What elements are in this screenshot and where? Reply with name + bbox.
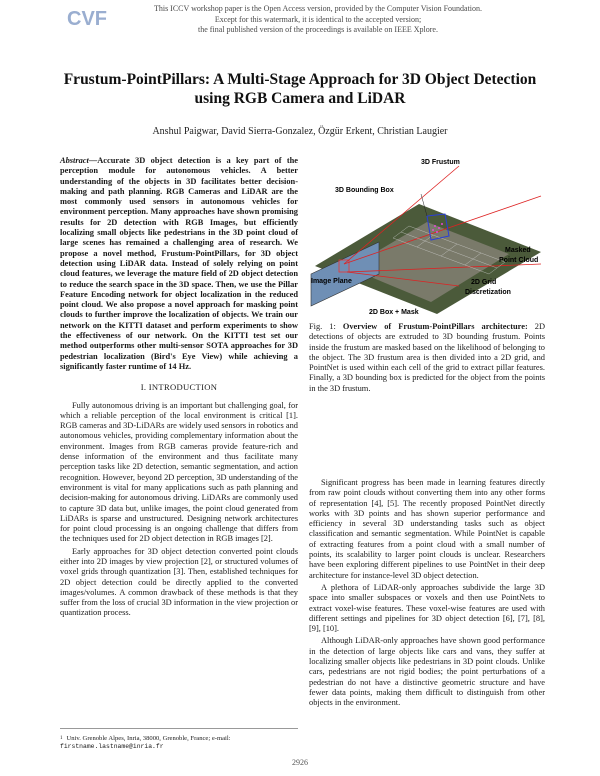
body-paragraph: Significant progress has been made in learning features directly from raw point clouds without converting them into any other forms of representation [4], [5]. The recently proposed PointNet directly works with 3D points and has shown superior performance and efficiency in several 3D understanding tasks such as object classification and semantic segmentation. While PointNet is capable of extracting features from a point cloud with a small number of points, its scalability to larger point clouds is unclear. Researchers have been exploring different pipelines to use PointNet in their deep architecture for instance-level 3D object detection.	[309, 478, 545, 580]
author-list: Anshul Paigwar, David Sierra-Gonzalez, Özgür Erkent, Christian Laugier	[152, 126, 448, 137]
label-2d-grid: 2D Grid	[471, 279, 497, 286]
footnote-marker: 1	[60, 736, 63, 741]
caption-prefix: Fig. 1:	[309, 322, 336, 331]
intro-paragraph: Early approaches for 3D object detection converted point clouds either into 2D images by view projection [2], or structured volumes of voxel grids through quantization [3]. Then, established techniques for 2D object detection could be directly applied to the converted images/volumes. A common drawback of these methods is that they suffer from the loss of crucial 3D information in the view projection or quantization process.	[60, 546, 298, 618]
watermark-line: the final published version of the proceedings is available on IEEE Xplore.	[198, 25, 438, 34]
title-line-1: Frustum-PointPillars: A Multi-Stage Approach for 3D Object Detection	[63, 71, 537, 88]
watermark-line: Except for this watermark, it is identical to the accepted version;	[214, 14, 422, 24]
open-access-watermark	[108, 4, 528, 36]
footnote-email: firstname.lastname@inria.fr	[60, 743, 164, 750]
right-column	[309, 478, 545, 711]
label-image-plane: Image Plane	[311, 278, 352, 285]
label-point-cloud: Point Cloud	[499, 257, 539, 264]
abstract	[60, 156, 298, 372]
title-line-2: using RGB Camera and LiDAR	[194, 90, 406, 107]
footnote	[60, 728, 298, 751]
label-2d-box-mask: 2D Box + Mask	[369, 309, 419, 316]
architecture-figure	[309, 156, 545, 316]
label-3d-bounding-box: 3D Bounding Box	[335, 187, 394, 194]
body-paragraph: Although LiDAR-only approaches have shown good performance in the detection of large objects like cars and vans, they suffer at localizing smaller objects like pedestrians in 3D point clouds. Unlike cars, pedestrians are not rigid bodies; the point perturbations of a pedestrian do not have a distinctive geometric structure and have fewer data points, making them difficult to distinguish from other objects in the environment.	[309, 636, 545, 708]
page-number: 2926	[292, 758, 308, 767]
abstract-dash: —	[88, 156, 98, 165]
section-heading-introduction: I. INTRODUCTION	[140, 382, 218, 393]
abstract-text: Accurate 3D object detection is a key part of the perception module for autonomous vehicles. A better understanding of the objects in 3D facilitates better decision-making and path planning. RGB Cameras and LiDAR are the most commonly used sensors in autonomous vehicles for environment perception. Many approaches have shown promising results for 2D detection with RGB Images, but efficiently localizing small objects like pedestrians in the 3D point cloud of large scenes has remained a challenging area of research. We propose a novel method, Frustum-PointPillars, for 3D object detection using LiDAR data. Instead of solely relying on point cloud features, we leverage the mature field of 2D object detection to reduce the search space in the 3D space. Then, we use the Pillar Feature Encoding network for object localization in the reduced point cloud. We also propose a novel approach for masking point clouds to further improve the localization of objects. We train our network on the KITTI dataset and perform experiments to show the effectiveness of our network. On the KITTI test set our method outperforms other multi-sensor SOTA approaches for 3D pedestrian localization (Bird's Eye View) while achieving a significantly faster runtime of 14 Hz.	[60, 156, 298, 371]
paper-title	[40, 70, 560, 108]
caption-text: 2D detections of objects are extruded to 3D bounding frustum. Points inside the frustum are masked based on the likelihood of belonging to the object. The 3D frustum area is then divided into a 2D grid, and PointNet is used within each cell of the grid to extract pillar features. Finally, a 3D bounding box is predicted for the object from the points in the 3D frustum.	[309, 322, 546, 393]
svg-text:CVF: CVF	[67, 8, 107, 28]
abstract-lead: Abstract	[60, 156, 89, 165]
label-masked: Masked	[505, 247, 531, 254]
watermark-line: This ICCV workshop paper is the Open Access version, provided by the Computer Vision Foundation.	[153, 4, 483, 13]
caption-title: Overview of Frustum-PointPillars architecture:	[342, 322, 528, 331]
footnote-text: Univ. Grenoble Alpes, Inria, 38000, Grenoble, France; e-mail:	[66, 735, 231, 742]
body-paragraph: A plethora of LiDAR-only approaches subdivide the large 3D space into smaller subspaces or voxels and then use PointNets to extract voxel-wise features. These voxel-wise features are used with different settings and pipelines for 3D object detection [6], [7], [8], [9], [10].	[309, 582, 545, 634]
cvf-logo	[66, 6, 108, 28]
figure-caption	[309, 322, 545, 394]
label-discretization: Discretization	[465, 289, 511, 296]
label-3d-frustum: 3D Frustum	[421, 159, 460, 166]
intro-paragraph: Fully autonomous driving is an important but challenging goal, for which a reliable perception of the local environment is critical [1]. RGB cameras and 3D-LiDARs are widely used sensors in robotics and autonomous vehicles, providing complementary information about the environment. Images from RGB cameras provide feature-rich and dense information of the environment and thus facilitate many perception tasks like 2D detection, semantic segmentation, and action recognition. However, beyond 2D perception, 3D understanding of the environment is vital for many applications such as path planning and decision-making for autonomous driving. LiDARs are commonly used to capture 3D data but, unlike images, the point cloud generated from LiDARs is sparse and unstructured. Designing network architectures for point cloud processing is an ongoing challenge that differs from the techniques used for 2D object detection in RGB images [2].	[60, 400, 298, 544]
left-column	[60, 156, 298, 621]
